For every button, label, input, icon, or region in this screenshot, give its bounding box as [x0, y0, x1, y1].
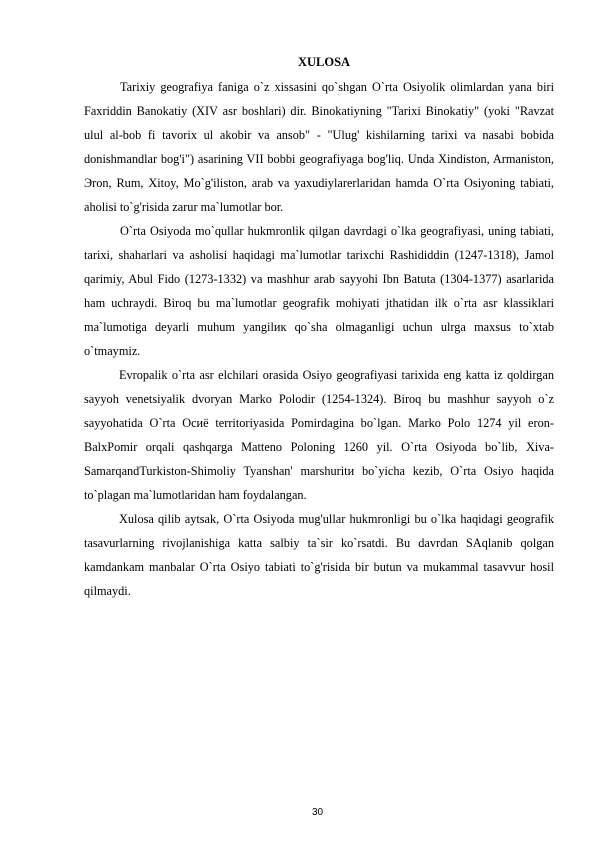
paragraph-2: O`rta Osiyoda mo`qullar hukmronlik qilgan davrdagi o`lka geografiyasi, uning tabiati, tarixi, shaharlari va asholisi haqidagi ma`lumotlar tarixchi Rashididdin (1247-1318), Jamol qarimiy, Abul Fido (1273-1332) va mashhur arab sayyohi Ibn Batuta (1304-1377) asarlarida ham uchraydi. Biroq bu ma`lumotlar geografik mohiyati jthatidan ilk o`rta asr klassiklari ma`lumotiga deyarli muhum yangilик qo`sha olmaganligi uchun ulrga maxsus to`xtab o`tmaymiz.: [84, 224, 554, 358]
paragraph-3: Evropalik o`rta asr elchilari orasida Osiyo geografiyasi tarixida eng katta iz qoldirgan sayyoh venetsiyalik dvoryan Marko Polodir (1254-1324). Biroq bu mashhur sayyoh o`z sayyohatida O`rta Осиё territoriyasida Pomirdagina bo`lgan. Marko Polo 1274 yil eron-BalxPomir orqali qashqarga Matteno Poloning 1260 yil. O`rta Osiyoda bo`lib, Xiva-SamarqandTurkiston-Shimoliy Tyanshan' marshuritи bo`yicha kezib, O`rta Osiyo haqida to`plagan ma`lumotlaridan ham foydalangan.: [84, 368, 554, 502]
document-body: [84, 53, 554, 603]
page-number: 30: [311, 807, 324, 818]
paragraph-1: Tarixiy geografiya faniga o`z xissasini qo`shgan O`rta Osiyolik olimlardan yana biri Faxriddin Banokatiy (XIV asr boshlari) dir. Binokatiyning "Tarixi Binokatiy" (yoki "Ravzat ulul al-bob fi tavorix ul akobir va ansob" - "Ulug' kishilarning tarixi va nasabi bobida donishmandlar bog'i") asarining VII bobbi geografiyaga bog'liq. Unda Xindiston, Armaniston, Эron, Rum, Xitoy, Mo`g'iliston, arab va yaxudiylarerlaridan hamda O`rta Osiyoning tabiati, aholisi to`g'risida zarur ma`lumotlar bor.: [84, 80, 554, 214]
document-title: XULOSA: [297, 55, 351, 69]
paragraph-4: Xulosa qilib aytsak, O`rta Osiyoda mug'ullar hukmronligi bu o`lka haqidagi geografik tasavurlarning rivojlanishiga katta salbiy ta`sir ko`rsatdi. Bu davrdan SAqlanib qolgan kamdankam manbalar O`rta Osiyo tabiati to`g'risida bir butun va mukammal tasavvur hosil qilmaydi.: [84, 512, 554, 598]
